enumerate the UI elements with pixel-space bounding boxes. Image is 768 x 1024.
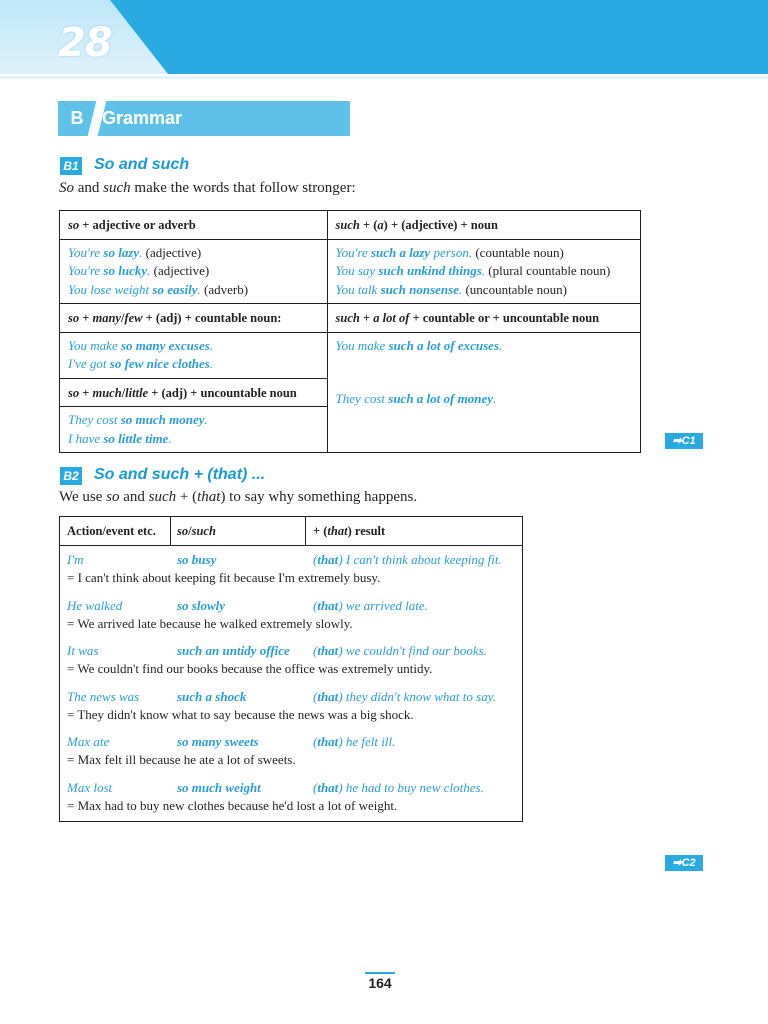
result-text: (that) we arrived late. <box>313 597 428 613</box>
text-segment: such nonsense <box>380 281 459 297</box>
text-segment: so little time <box>103 430 169 446</box>
text-segment: such <box>103 180 131 196</box>
text-segment: so few nice clothes <box>109 356 210 371</box>
text-segment: so <box>177 524 189 538</box>
text-segment: a lot of <box>373 311 410 325</box>
text-segment: so easily <box>152 281 198 297</box>
result-text: (that) I can't think about keeping fit. <box>313 552 502 567</box>
text-segment: You talk <box>335 281 381 297</box>
text-segment: . <box>493 391 497 406</box>
example-line <box>68 430 319 449</box>
action-text: He walked <box>67 597 123 613</box>
b2-badge: B2 <box>60 467 82 485</box>
text-segment: + (adj) + countable noun: <box>142 311 282 325</box>
text-segment: . <box>204 412 208 427</box>
text-segment: (uncountable noun) <box>462 281 567 297</box>
text-segment: We use <box>59 489 107 505</box>
page-number: 164 <box>365 972 395 991</box>
example-line <box>336 281 632 300</box>
b2-heading <box>94 466 265 484</box>
action-text: Max ate <box>67 734 110 749</box>
text-segment: so <box>106 489 120 505</box>
text-segment: So <box>94 466 115 483</box>
text-segment: such a lot of excuses <box>388 337 500 353</box>
cross-reference-c2[interactable]: ➡C2 <box>665 855 703 871</box>
text-segment: / <box>188 524 192 538</box>
text-segment: much <box>92 385 122 400</box>
header-that-result <box>313 517 385 545</box>
so-such-table <box>59 210 641 453</box>
action-text: It was <box>67 643 99 658</box>
examples-so-many-few <box>60 332 328 378</box>
result-clause: we couldn't find our books. <box>345 643 487 658</box>
column-divider <box>305 517 306 545</box>
text-segment: I've got <box>68 356 110 371</box>
text-segment: . <box>458 281 463 297</box>
action-text: Max lost <box>67 779 113 795</box>
that-word: that <box>317 779 339 795</box>
b1-badge: B1 <box>60 157 82 175</box>
text-segment: They cost <box>335 391 389 406</box>
b1-heading: So and such <box>94 156 190 173</box>
explanation-text: = They didn't know what to say because the news was a big shock. <box>67 706 414 722</box>
result-text: (that) we couldn't find our books. <box>313 643 487 658</box>
header-such-a-lot-of <box>327 304 640 333</box>
text-segment: / <box>121 385 126 400</box>
text-segment: such <box>335 311 360 325</box>
example-line <box>336 262 632 281</box>
text-segment: So <box>59 180 74 196</box>
text-segment: You lose weight <box>68 281 153 297</box>
header-band-right <box>110 0 768 74</box>
text-segment: / <box>120 311 125 325</box>
text-segment: . <box>209 356 214 371</box>
so-such-phrase: so many sweets <box>177 734 259 749</box>
text-segment: + <box>79 311 93 325</box>
that-word: that <box>317 552 339 567</box>
result-clause: he felt ill. <box>345 734 396 749</box>
result-clause: we arrived late. <box>345 597 428 613</box>
text-segment: + <box>79 385 93 400</box>
result-text: (that) he had to buy new clothes. <box>313 779 484 795</box>
text-segment: so lazy <box>103 244 140 260</box>
text-segment: such unkind things <box>378 263 482 278</box>
that-word: that <box>317 688 339 704</box>
result-text: (that) he felt ill. <box>313 734 396 749</box>
table-row <box>60 332 641 378</box>
result-clause: they didn't know what to say. <box>345 688 497 704</box>
text-segment: so much money <box>120 412 205 427</box>
text-segment: such <box>191 524 216 538</box>
text-segment: so <box>68 385 80 400</box>
table-header-row <box>60 517 522 546</box>
text-segment: You make <box>335 337 389 353</box>
that-word: that <box>317 597 339 613</box>
header-action-event: Action/event etc. <box>67 524 156 538</box>
so-such-phrase: such an untidy office <box>177 643 290 658</box>
text-segment: such <box>148 489 177 505</box>
text-segment: so <box>68 218 80 232</box>
text-segment: I have <box>68 430 104 446</box>
text-segment: (countable noun) <box>472 244 564 260</box>
so-such-phrase: so busy <box>177 552 217 567</box>
column-divider <box>170 517 171 545</box>
text-segment: few <box>124 311 143 325</box>
text-segment: . <box>197 281 201 297</box>
text-segment: so lucky <box>103 263 148 278</box>
example-line <box>336 244 632 263</box>
example-line <box>68 337 319 356</box>
text-segment: + ( <box>359 218 378 232</box>
text-segment: You're <box>68 244 104 260</box>
explanation-text: = I can't think about keeping fit because I'm extremely busy. <box>67 570 381 585</box>
text-segment: such <box>335 218 360 232</box>
so-such-phrase: so slowly <box>177 597 226 613</box>
text-segment: person. <box>430 244 473 260</box>
b1-intro <box>59 180 356 197</box>
text-segment: little <box>125 385 149 400</box>
text-segment: . <box>499 337 503 353</box>
header-such-noun <box>327 211 640 240</box>
header-so-such <box>177 517 216 545</box>
text-segment: make the words that follow stronger: <box>130 180 356 196</box>
text-segment: many <box>92 311 121 325</box>
example-line <box>68 355 319 374</box>
that-word: that <box>317 734 339 749</box>
text-segment: that <box>212 466 243 483</box>
action-text: I'm <box>67 552 84 567</box>
text-segment: and <box>119 489 149 505</box>
text-segment: that <box>197 489 221 505</box>
text-segment: so <box>68 311 80 325</box>
text-segment: such a lazy <box>370 244 431 260</box>
text-segment: ) result <box>347 524 386 538</box>
example-line <box>336 390 632 409</box>
text-segment: a <box>377 218 384 232</box>
so-such-that-table <box>59 516 523 822</box>
b2-intro <box>59 489 417 506</box>
that-word: that <box>317 643 339 658</box>
text-segment: . <box>209 337 214 353</box>
text-segment: . <box>139 244 143 260</box>
text-segment: + ( <box>313 524 328 538</box>
text-segment: such a lot of money <box>388 391 493 406</box>
text-segment: . <box>481 263 486 278</box>
section-letter: B <box>70 108 84 128</box>
examples-such-a-lot-of <box>327 332 640 453</box>
text-segment: ) + (adjective) + noun <box>383 218 498 232</box>
text-segment: + countable or + uncountable noun <box>409 311 600 325</box>
example-line <box>68 411 319 430</box>
text-segment: You're <box>68 263 104 278</box>
example-line <box>68 244 319 263</box>
text-segment: and <box>74 180 104 196</box>
text-segment: that <box>327 524 348 538</box>
text-segment: You say <box>335 263 379 278</box>
examples-so-adjective <box>60 239 328 304</box>
text-segment: They cost <box>68 412 121 427</box>
table-row <box>60 239 641 304</box>
explanation-text: = We couldn't find our books because the office was extremely untidy. <box>67 661 433 676</box>
text-segment: (adverb) <box>200 281 249 297</box>
text-segment: + <box>359 311 374 325</box>
text-segment: so many excuses <box>120 337 210 353</box>
examples-such-a-lot-of-countable <box>336 337 632 356</box>
explanation-text: = Max felt ill because he ate a lot of sweets. <box>67 752 296 767</box>
text-segment: and <box>114 466 152 483</box>
result-clause: he had to buy new clothes. <box>345 779 484 795</box>
header-so-much-little <box>60 378 328 407</box>
example-line <box>336 337 632 356</box>
text-segment: ) to say why something happens. <box>220 489 418 505</box>
explanation-text: = We arrived late because he walked extremely slowly. <box>67 615 353 631</box>
example-line <box>68 262 319 281</box>
examples-such-noun <box>327 239 640 304</box>
result-text: (that) they didn't know what to say. <box>313 688 497 704</box>
so-such-phrase: so much weight <box>177 779 261 795</box>
text-segment: You make <box>68 337 121 353</box>
table-header-row <box>60 211 641 240</box>
text-segment: ) ... <box>242 466 266 483</box>
header-divider <box>0 76 768 79</box>
text-segment: + (adj) + uncountable noun <box>148 385 297 400</box>
unit-number: 28 <box>58 20 112 66</box>
text-segment: . <box>168 430 172 446</box>
text-segment: (adjective) <box>150 263 210 278</box>
table-header-row <box>60 304 641 333</box>
cross-reference-c1[interactable]: ➡C1 <box>665 433 703 449</box>
text-segment: + ( <box>176 489 198 505</box>
examples-so-much-little <box>60 407 328 453</box>
examples-such-a-lot-of-uncountable <box>336 390 632 409</box>
explanation-text: = Max had to buy new clothes because he'd lost a lot of weight. <box>67 797 398 813</box>
text-segment: You're <box>335 244 371 260</box>
result-clause: I can't think about keeping fit. <box>345 552 502 567</box>
section-title: Grammar <box>102 108 183 128</box>
text-segment: + adjective or adverb <box>79 218 196 232</box>
text-segment: (adjective) <box>142 244 202 260</box>
header-so-adjective <box>60 211 328 240</box>
text-segment: (plural countable noun) <box>485 263 611 278</box>
text-segment: . <box>147 263 151 278</box>
text-segment: + ( <box>189 466 213 483</box>
text-segment: such <box>151 466 190 483</box>
action-text: The news was <box>67 688 140 704</box>
so-such-phrase: such a shock <box>177 688 247 704</box>
example-line <box>68 281 319 300</box>
header-so-many-few <box>60 304 328 333</box>
